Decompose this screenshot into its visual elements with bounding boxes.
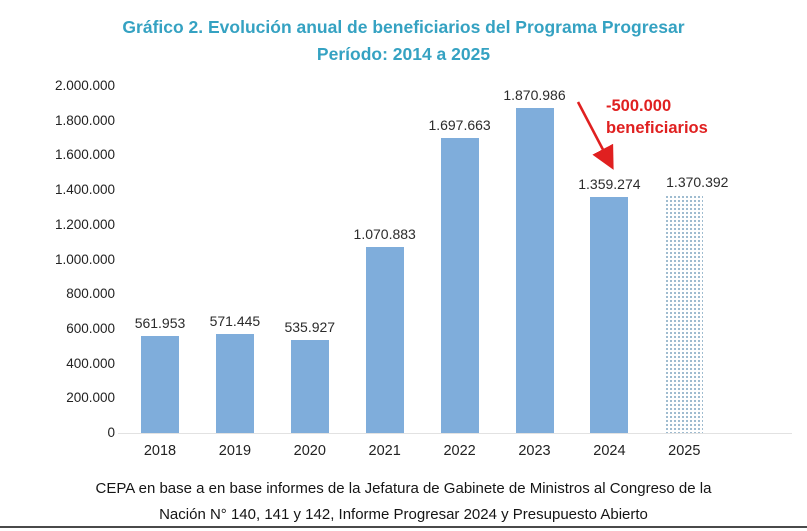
bottom-divider xyxy=(0,526,807,528)
x-tick-2020: 2020 xyxy=(293,443,326,459)
bar-2025 xyxy=(665,195,703,433)
y-tick-600.000: 600.000 xyxy=(66,320,115,336)
x-tick-2025: 2025 xyxy=(668,443,701,459)
x-tick-2022: 2022 xyxy=(443,443,476,459)
y-tick-2.000.000: 2.000.000 xyxy=(54,78,115,93)
source-note-line2: Nación N° 140, 141 y 142, Informe Progresar 2024 y Presupuesto Abierto xyxy=(159,506,648,523)
bar-2019 xyxy=(216,334,254,433)
value-label-2021: 1.070.883 xyxy=(353,226,416,243)
x-axis-line xyxy=(118,433,792,434)
chart-title xyxy=(0,14,807,68)
y-tick-1.400.000: 1.400.000 xyxy=(54,182,115,198)
x-tick-2023: 2023 xyxy=(518,443,551,459)
bar-2022 xyxy=(441,138,479,433)
value-label-2025: 1.370.392 xyxy=(666,174,729,191)
y-tick-400.000: 400.000 xyxy=(66,355,115,371)
bar-2021 xyxy=(366,247,404,433)
value-label-2022: 1.697.663 xyxy=(428,117,491,134)
value-label-2018: 561.953 xyxy=(134,314,186,331)
y-tick-0: 0 xyxy=(107,425,115,440)
x-tick-2018: 2018 xyxy=(143,443,177,459)
chart-title-line2: Período: 2014 a 2025 xyxy=(316,44,491,64)
value-label-2020: 535.927 xyxy=(284,319,336,336)
bar-2018 xyxy=(141,336,179,433)
value-label-2023: 1.870.986 xyxy=(503,87,566,104)
annotation-line1: -500.000 xyxy=(606,97,672,115)
bar-2024 xyxy=(590,197,628,433)
y-tick-1.800.000: 1.800.000 xyxy=(54,112,115,128)
bar-2020 xyxy=(291,340,329,433)
source-note xyxy=(0,476,807,528)
value-label-2019: 571.445 xyxy=(209,312,261,329)
x-tick-2021: 2021 xyxy=(368,443,401,459)
y-tick-800.000: 800.000 xyxy=(66,286,115,302)
x-tick-2024: 2024 xyxy=(593,443,626,459)
annotation-line2: beneficiarios xyxy=(606,119,708,137)
bar-2023 xyxy=(516,108,554,433)
annotation-text xyxy=(606,95,708,139)
y-tick-1.200.000: 1.200.000 xyxy=(54,216,115,232)
x-tick-2019: 2019 xyxy=(218,443,252,459)
source-note-line1: CEPA en base a en base informes de la Jefatura de Gabinete de Ministros al Congreso de la xyxy=(95,480,712,497)
y-tick-200.000: 200.000 xyxy=(66,390,115,406)
y-tick-1.000.000: 1.000.000 xyxy=(54,251,115,267)
chart-title-line1: Gráfico 2. Evolución anual de beneficiarios del Programa Progresar xyxy=(122,17,685,37)
y-tick-1.600.000: 1.600.000 xyxy=(54,147,115,163)
value-label-2024: 1.359.274 xyxy=(578,176,641,193)
